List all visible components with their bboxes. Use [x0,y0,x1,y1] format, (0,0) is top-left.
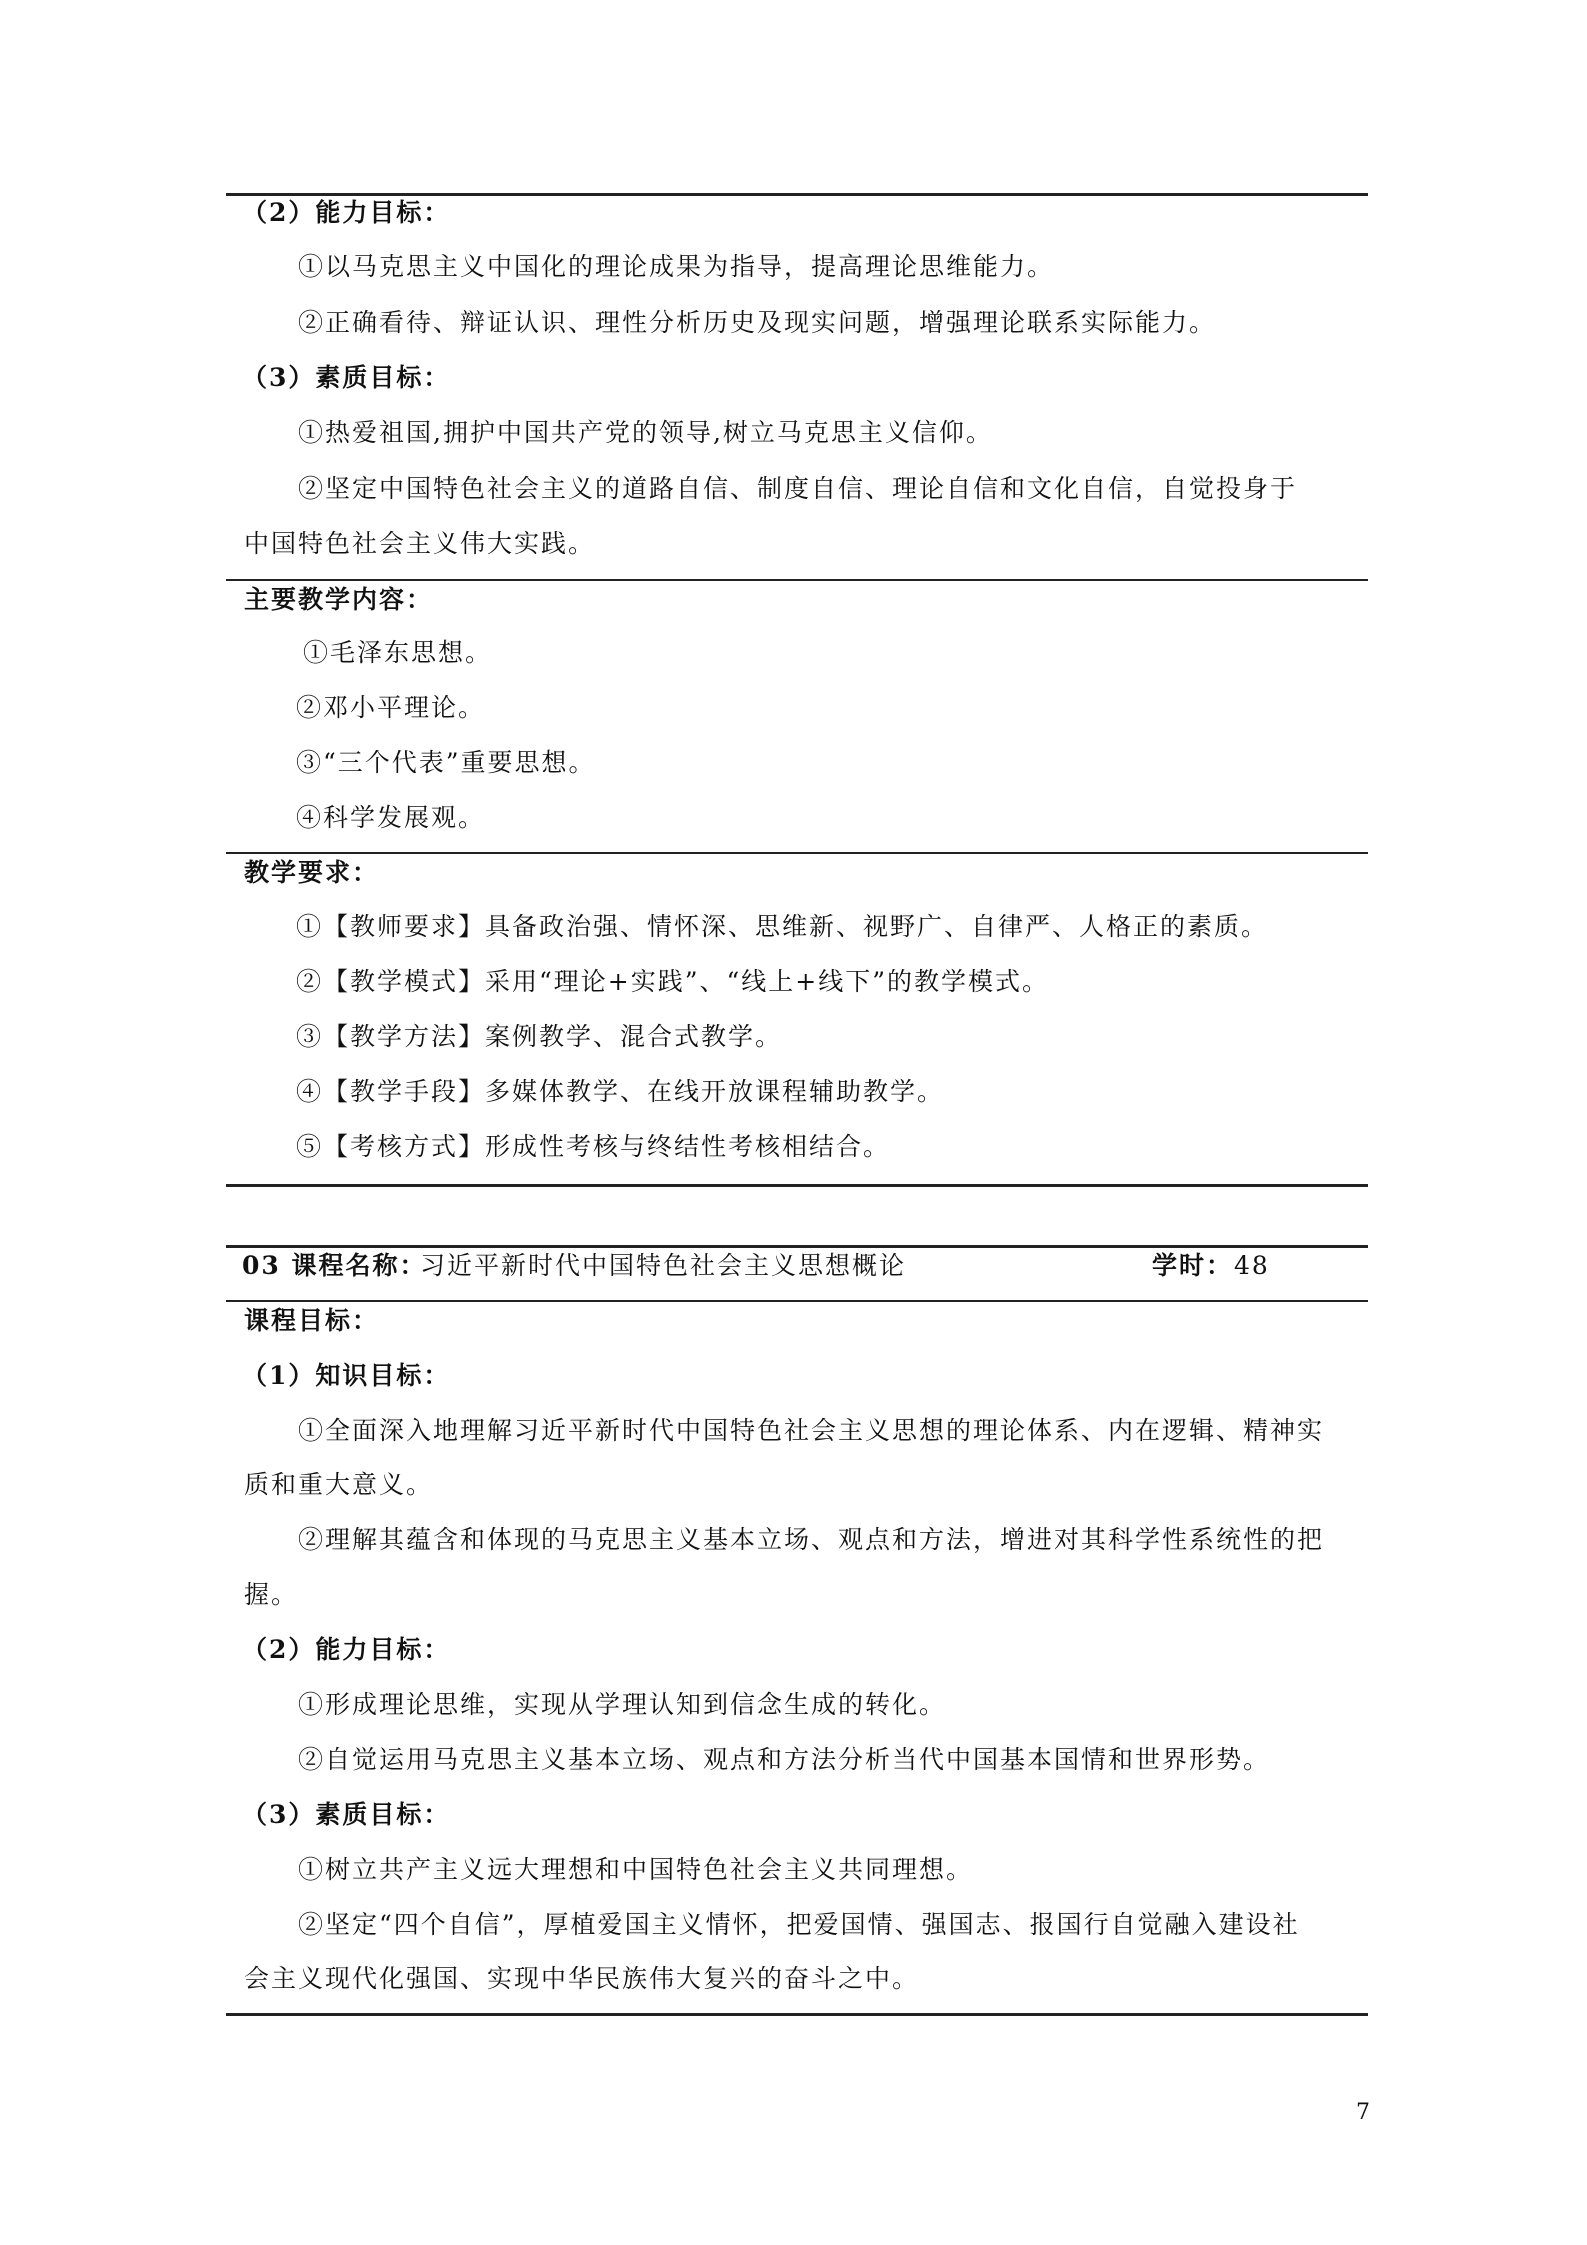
knowledge-goal-1-line1: ①全面深入地理解习近平新时代中国特色社会主义思想的理论体系、内在逻辑、精神实 [298,1416,1325,1445]
course-name-label: 03 课程名称： [242,1251,427,1280]
quality-goal-2-line1: ②坚定中国特色社会主义的道路自信、制度自信、理论自信和文化自信，自觉投身于 [298,474,1298,503]
quality-goal-heading: （3）素质目标： [242,363,451,392]
ability-goal-heading: （2）能力目标： [242,198,451,227]
goal-heading: 课程目标： [244,1306,380,1335]
knowledge-goal-1-line2: 质和重大意义。 [244,1470,434,1499]
knowledge-goal-heading: （1）知识目标： [242,1361,451,1390]
content-item: ①毛泽东思想。 [303,638,493,667]
ability-goal-1: ①形成理论思维，实现从学理认知到信念生成的转化。 [298,1690,947,1719]
knowledge-goal-2-line1: ②理解其蕴含和体现的马克思主义基本立场、观点和方法，增进对其科学性系统性的把 [298,1525,1325,1554]
content-item: ③“三个代表”重要思想。 [296,748,596,777]
content-heading: 主要教学内容： [244,585,434,614]
course-hours-label: 学时： [1152,1251,1234,1280]
course03-bottom-rule [226,2013,1368,2016]
content-item: ②邓小平理论。 [296,693,486,722]
content-item: ④科学发展观。 [296,803,486,832]
content-divider [226,579,1368,581]
table-bottom-rule [226,1184,1368,1187]
quality-goal-2-line2: 会主义现代化强国、实现中华民族伟大复兴的奋斗之中。 [244,1964,920,1993]
requirement-divider [226,852,1368,854]
course-name: 习近平新时代中国特色社会主义思想概论 [420,1251,907,1280]
ability-goal-heading: （2）能力目标： [242,1635,451,1664]
course03-top-rule [226,1245,1368,1248]
ability-goal-2: ②正确看待、辩证认识、理性分析历史及现实问题，增强理论联系实际能力。 [298,308,1217,337]
requirement-item: ②【教学模式】采用“理论+实践”、“线上+线下”的教学模式。 [296,967,1050,996]
quality-goal-2-line1: ②坚定“四个自信”，厚植爱国主义情怀，把爱国情、强国志、报国行自觉融入建设社 [298,1910,1300,1939]
ability-goal-1: ①以马克思主义中国化的理论成果为指导，提高理论思维能力。 [298,252,1055,281]
quality-goal-2-line2: 中国特色社会主义伟大实践。 [244,529,596,558]
knowledge-goal-2-line2: 握。 [244,1580,299,1609]
requirement-item: ③【教学方法】案例教学、混合式教学。 [296,1022,783,1051]
course-hours: 48 [1234,1251,1270,1280]
requirement-item: ④【教学手段】多媒体教学、在线开放课程辅助教学。 [296,1077,945,1106]
ability-goal-2: ②自觉运用马克思主义基本立场、观点和方法分析当代中国基本国情和世界形势。 [298,1745,1271,1774]
quality-goal-heading: （3）素质目标： [242,1800,451,1829]
requirement-item: ①【教师要求】具备政治强、情怀深、思维新、视野广、自律严、人格正的素质。 [296,912,1269,941]
page-number: 7 [1356,2100,1370,2125]
goal-divider [226,1300,1368,1302]
requirement-item: ⑤【考核方式】形成性考核与终结性考核相结合。 [296,1132,891,1161]
requirement-heading: 教学要求： [244,858,380,887]
quality-goal-1: ①树立共产主义远大理想和中国特色社会主义共同理想。 [298,1855,974,1884]
quality-goal-1: ①热爱祖国,拥护中国共产党的领导,树立马克思主义信仰。 [298,418,993,447]
